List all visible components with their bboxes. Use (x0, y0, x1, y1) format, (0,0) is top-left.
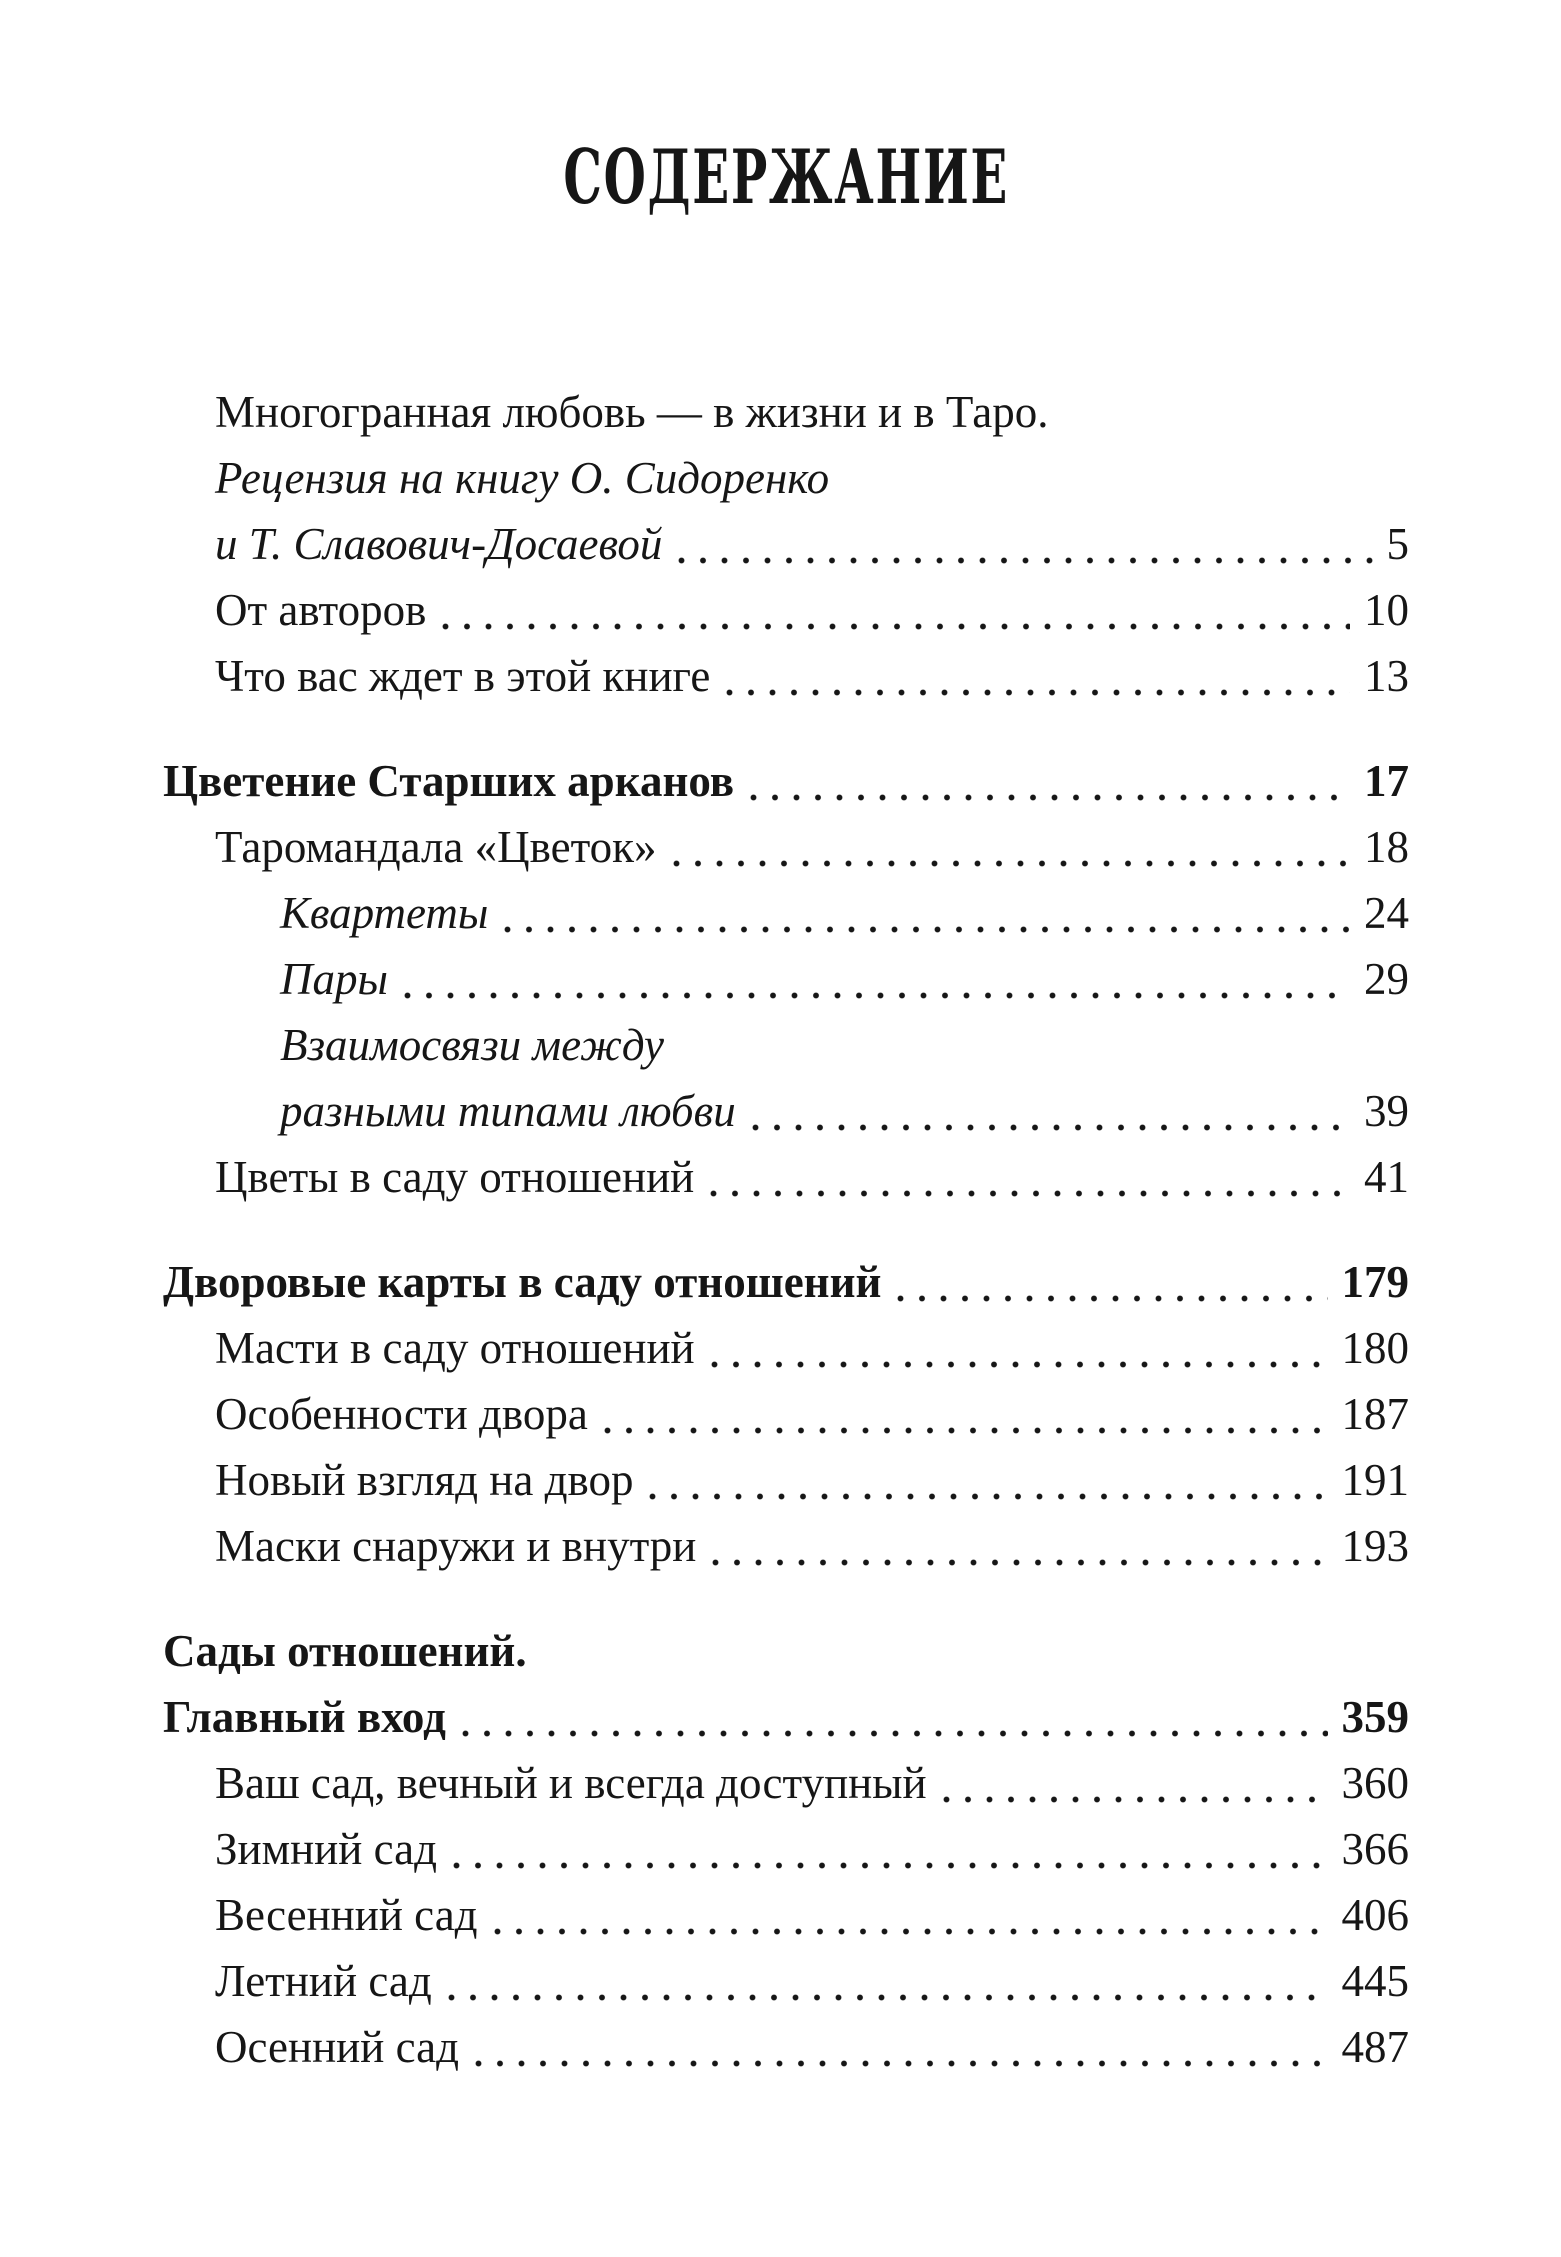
toc-entry (163, 946, 1409, 1012)
toc-entry-page: 360 (1341, 1758, 1409, 1808)
dot-leader (649, 1493, 1327, 1500)
toc-entry-title: Осенний сад (215, 2022, 459, 2072)
toc-entry-page: 187 (1341, 1389, 1409, 1439)
dot-leader (726, 689, 1350, 696)
toc-entry (163, 379, 1409, 445)
toc-entry-title: От авторов (215, 585, 427, 635)
toc-entry-page: 17 (1364, 756, 1409, 806)
toc-entry-page: 13 (1364, 651, 1409, 701)
toc-entry (163, 1948, 1409, 2014)
toc-entry (163, 1447, 1409, 1513)
toc-entry-page: 359 (1341, 1692, 1409, 1742)
dot-leader (750, 794, 1350, 801)
toc-entry (163, 643, 1409, 709)
toc-entry-page: 193 (1341, 1521, 1409, 1571)
toc-entry-page: 366 (1341, 1824, 1409, 1874)
dot-leader (494, 1928, 1328, 1935)
toc-entry-title: Таромандала «Цветок» (215, 822, 657, 872)
toc-entry-title: Главный вход (163, 1692, 446, 1742)
toc-entry-title: Сады отношений. (163, 1626, 527, 1676)
toc-entry (163, 1249, 1409, 1315)
page-title (163, 132, 1409, 229)
toc-entry-page: 39 (1364, 1086, 1409, 1136)
toc-entry-title: разными типами любви (280, 1086, 736, 1136)
dot-leader (897, 1295, 1327, 1302)
dot-leader (404, 992, 1350, 999)
toc-entry (163, 511, 1409, 577)
toc-entry-title: Новый взгляд на двор (215, 1455, 634, 1505)
toc-entry-page: 191 (1341, 1455, 1409, 1505)
toc-entry-title: Зимний сад (215, 1824, 437, 1874)
toc-entry-page: 10 (1364, 585, 1409, 635)
toc-group-court-cards (163, 1249, 1409, 1579)
toc-entry (163, 445, 1409, 511)
toc-entry (163, 1513, 1409, 1579)
toc-entry (163, 1078, 1409, 1144)
toc-entry-page: 24 (1364, 888, 1409, 938)
toc-entry-page: 18 (1364, 822, 1409, 872)
toc-list (163, 379, 1409, 2080)
dot-leader (604, 1427, 1328, 1434)
toc-entry-title: и Т. Славович-Досаевой (215, 519, 663, 569)
toc-entry-title: Цветы в саду отношений (215, 1152, 695, 1202)
toc-entry-title: Пары (280, 954, 388, 1004)
page-title-text: СОДЕРЖАНИЕ (563, 132, 1009, 222)
dot-leader (504, 926, 1350, 933)
toc-entry (163, 2014, 1409, 2080)
toc-entry-page: 445 (1341, 1956, 1409, 2006)
toc-entry-title: Цветение Старших арканов (163, 756, 735, 806)
dot-leader (673, 860, 1350, 867)
toc-entry-page: 179 (1341, 1257, 1409, 1307)
dot-leader (943, 1796, 1328, 1803)
dot-leader (453, 1862, 1328, 1869)
toc-entry (163, 1684, 1409, 1750)
toc-entry-title: Ваш сад, вечный и всегда доступный (215, 1758, 927, 1808)
toc-entry (163, 1144, 1409, 1210)
toc-entry (163, 1315, 1409, 1381)
dot-leader (442, 623, 1350, 630)
dot-leader (711, 1361, 1328, 1368)
toc-entry-title: Маски снаружи и внутри (215, 1521, 697, 1571)
toc-group-major-arcana (163, 748, 1409, 1210)
toc-entry (163, 1618, 1409, 1684)
toc-entry (163, 1381, 1409, 1447)
toc-group-intro (163, 379, 1409, 709)
dot-leader (448, 1994, 1328, 2001)
toc-entry (163, 1750, 1409, 1816)
dot-leader (462, 1730, 1328, 1737)
toc-entry (163, 1816, 1409, 1882)
toc-entry-title: Многогранная любовь — в жизни и в Таро. (215, 387, 1049, 437)
toc-entry-page: 41 (1364, 1152, 1409, 1202)
toc-entry-page: 29 (1364, 954, 1409, 1004)
toc-entry-page: 5 (1386, 519, 1409, 569)
dot-leader (710, 1190, 1350, 1197)
toc-entry-page: 487 (1341, 2022, 1409, 2072)
dot-leader (475, 2060, 1328, 2067)
toc-entry-title: Особенности двора (215, 1389, 588, 1439)
toc-entry-title: Что вас ждет в этой книге (215, 651, 711, 701)
toc-entry-title: Квартеты (280, 888, 489, 938)
dot-leader (712, 1559, 1327, 1566)
toc-group-gardens (163, 1618, 1409, 2080)
toc-entry-page: 180 (1341, 1323, 1409, 1373)
toc-entry-title: Летний сад (215, 1956, 432, 2006)
toc-entry-title: Масти в саду отношений (215, 1323, 695, 1373)
toc-entry-title: Дворовые карты в саду отношений (163, 1257, 882, 1307)
dot-leader (752, 1124, 1350, 1131)
toc-entry-title: Весенний сад (215, 1890, 478, 1940)
toc-entry (163, 880, 1409, 946)
toc-entry (163, 1012, 1409, 1078)
toc-entry-page: 406 (1341, 1890, 1409, 1940)
toc-entry-title: Рецензия на книгу О. Сидоренко (215, 453, 830, 503)
toc-entry (163, 577, 1409, 643)
dot-leader (678, 557, 1372, 564)
toc-entry-title: Взаимосвязи между (280, 1020, 664, 1070)
toc-entry (163, 748, 1409, 814)
toc-entry (163, 814, 1409, 880)
toc-entry (163, 1882, 1409, 1948)
